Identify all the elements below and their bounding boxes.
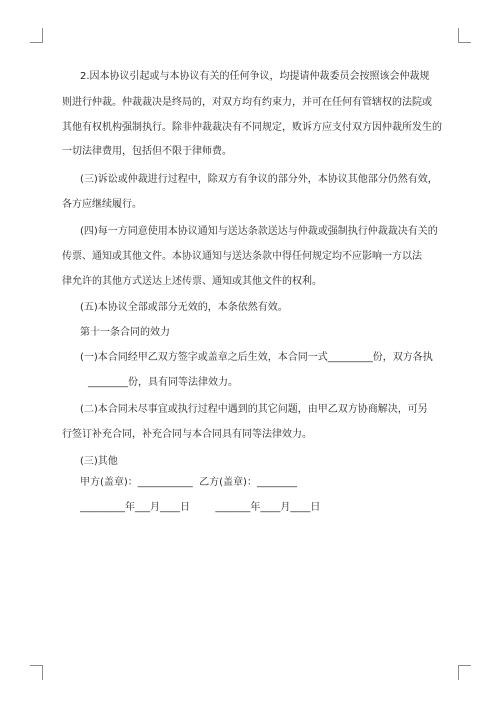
paragraph-clause-4-line-3: 律允许的其他方式送达上述传票、通知或其他文件的权利。 [62, 276, 322, 287]
paragraph-arbitration-line-3: 其他有权机构强制执行。除非仲裁裁决有不同规定，败诉方应支付双方因仲裁所发生的 [62, 122, 442, 133]
date-line: _________年___月____日 _______年____月____日 [80, 502, 321, 513]
crop-mark-top-left [30, 28, 43, 43]
paragraph-effect-3: (三)其他 [80, 456, 118, 467]
paragraph-effect-2-line-1: (二)本合同未尽事宜或执行过程中遇到的其它问题，由甲乙双方协商解决，可另 [80, 404, 428, 415]
paragraph-clause-4-line-2: 传票、通知或其他文件。本协议通知与送达条款中得任何规定均不应影响一方以法 [62, 251, 422, 262]
paragraph-arbitration-line-2: 则进行仲裁。仲裁裁决是终局的，对双方均有约束力，并可在任何有管辖权的法院或 [62, 97, 432, 108]
paragraph-clause-5: (五)本协议全部或部分无效的，本条依然有效。 [80, 302, 288, 313]
paragraph-clause-3-line-1: (三)诉讼或仲裁进行过程中，除双方有争议的部分外，本协议其他部分仍然有效， [80, 174, 438, 185]
paragraph-effect-2-line-2: 行签订补充合同，补充合同与本合同具有同等法律效力。 [62, 429, 312, 440]
crop-mark-bottom-right [458, 665, 471, 680]
paragraph-effect-1-line-2: ________份，具有同等法律效力。 [88, 377, 238, 388]
crop-mark-bottom-left [30, 665, 43, 680]
paragraph-arbitration-line-4: 一切法律费用，包括但不限于律师费。 [62, 146, 232, 157]
paragraph-clause-4-line-1: (四)每一方同意使用本协议通知与送达条款送达与仲裁或强制执行仲裁裁决有关的 [80, 226, 438, 237]
signature-line: 甲方(盖章)：___________ 乙方(盖章)：________ [80, 477, 297, 488]
article-11-heading: 第十一条合同的效力 [80, 327, 170, 338]
paragraph-arbitration-line-1: 2.因本协议引起或与本协议有关的任何争议，均提请仲裁委员会按照该会仲裁规 [80, 71, 430, 82]
paragraph-effect-1-line-1: (一)本合同经甲乙双方签字或盖章之后生效，本合同一式_________份，双方各执 [80, 352, 433, 363]
paragraph-clause-3-line-2: 各方应继续履行。 [62, 199, 142, 210]
crop-mark-top-right [458, 28, 471, 43]
